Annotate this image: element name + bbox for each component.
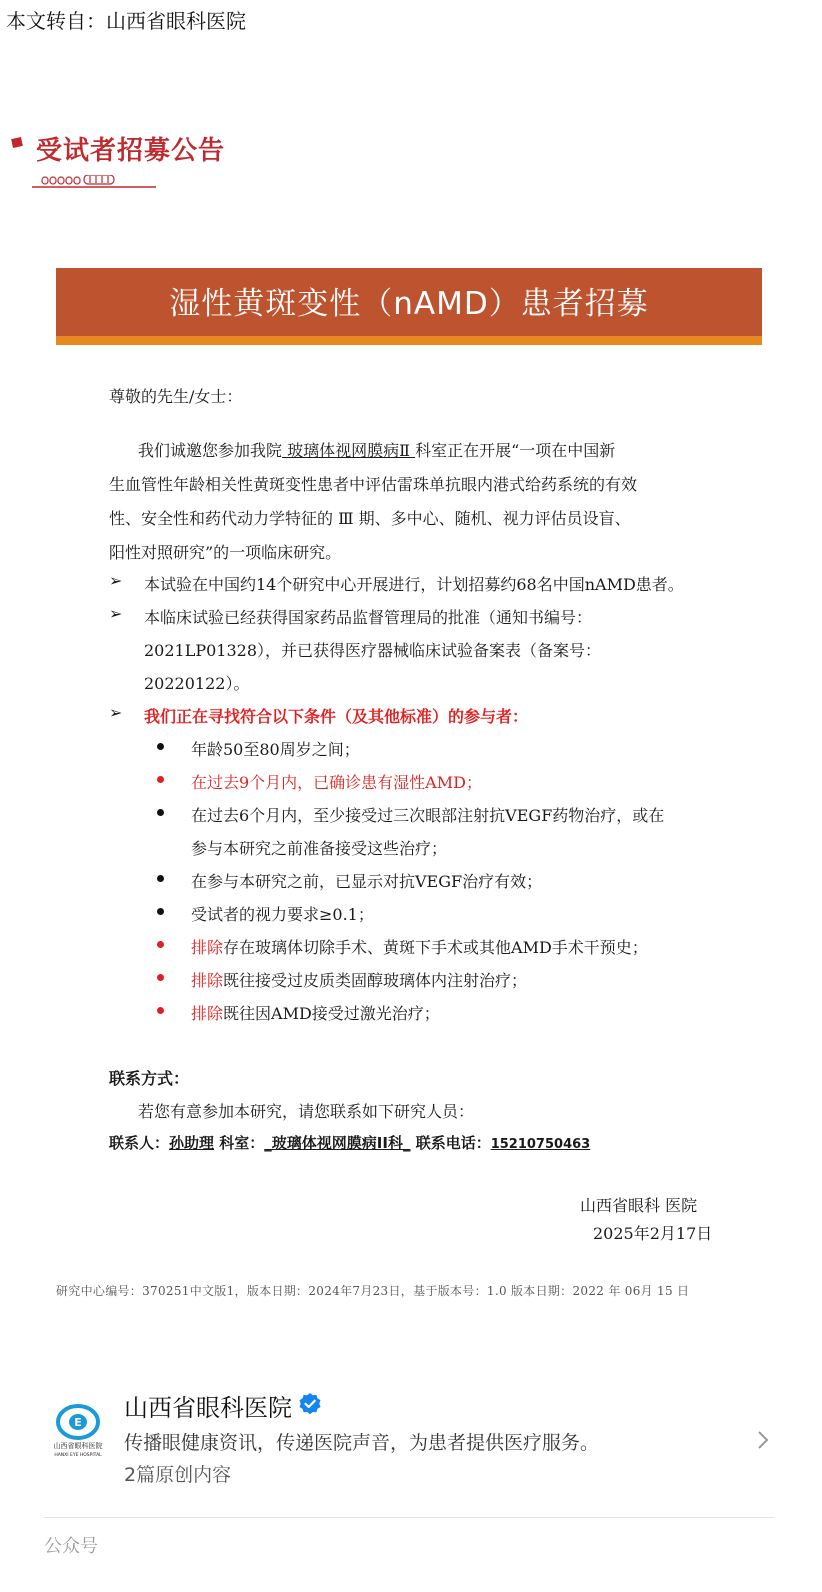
intro-line-3: 性、安全性和药代动力学特征的 Ⅲ 期、多中心、随机、视力评估员设盲、: [109, 509, 631, 528]
exclusion-text: 既往因AMD接受过激光治疗；: [223, 1004, 440, 1023]
exclude-label: 排除: [191, 971, 224, 990]
intro-line-1: [138, 438, 615, 461]
contact-phone[interactable]: 15210750463: [490, 1137, 591, 1152]
account-card[interactable]: [44, 1380, 774, 1540]
contact-heading: 联系方式：: [109, 1069, 190, 1088]
arrow-bullet-icon: ➢: [109, 703, 123, 722]
signature-org: 山西省眼科 医院: [580, 1196, 698, 1215]
section-bullet-icon: [11, 137, 23, 148]
svg-text:山西省眼科医院: 山西省眼科医院: [53, 1442, 103, 1450]
contact-info: [109, 1132, 590, 1153]
exclusion-text: 既往接受过皮质类固醇玻璃体内注射治疗；: [223, 971, 528, 990]
intro-text: 科室正在开展“一项在中国新: [415, 441, 616, 460]
contact-room: _玻璃体视网膜病II科_: [264, 1134, 411, 1152]
version-footnote: 研究中心编号：370251中文版1，版本日期：2024年7月23日，基于版本号：1.0 版本日期：2022 年 06月 15 日: [56, 1284, 690, 1298]
contact-intro: 若您有意参加本研究，请您联系如下研究人员：: [138, 1102, 475, 1121]
exclusion-surgery: [191, 935, 648, 958]
criterion-prior-injection-line-2: 参与本研究之前准备接受这些治疗；: [191, 839, 448, 858]
banner-title: 湿性黄斑变性（nAMD）患者招募: [169, 286, 649, 322]
contact-phone-label: 联系电话：: [415, 1134, 491, 1152]
contact-room-label: 科室：: [219, 1134, 265, 1152]
account-name: 山西省眼科医院: [124, 1394, 292, 1422]
exclude-label: 排除: [191, 938, 224, 957]
contact-person: 孙助理: [169, 1134, 215, 1152]
point-approval-line-1: 本临床试验已经获得国家药品监督管理局的批准（通知书编号：: [144, 608, 593, 627]
intro-line-4: 阳性对照研究”的一项临床研究。: [109, 543, 342, 562]
exclusion-laser: [191, 1001, 440, 1024]
official-account-label: 公众号: [44, 1536, 98, 1557]
point-approval-line-3: 20220122）。: [144, 674, 250, 693]
intro-text: 我们诚邀您参加我院: [138, 441, 283, 460]
section-title: 受试者招募公告: [36, 136, 226, 166]
signature-date: 2025年2月17日: [593, 1224, 713, 1243]
decorative-scroll-icon: [32, 175, 158, 189]
bullet-dot-icon: [157, 908, 164, 915]
bullet-dot-icon: [157, 875, 164, 882]
criterion-age: 年龄50至80周岁之间；: [191, 740, 360, 759]
intro-line-2: 生血管性年龄相关性黄斑变性患者中评估雷珠单抗眼内港式给药系统的有效: [109, 475, 638, 494]
bullet-dot-icon: [157, 743, 164, 750]
department-name: 玻璃体视网膜病Ⅱ: [282, 441, 416, 460]
exclusion-text: 存在玻璃体切除手术、黄斑下手术或其他AMD手术干预史；: [223, 938, 648, 957]
point-approval-line-2: 2021LP01328），并已获得医疗器械临床试验备案表（备案号：: [144, 641, 602, 660]
bullet-dot-icon: [157, 809, 164, 816]
source-attribution: 本文转自：山西省眼科医院: [6, 9, 246, 33]
chevron-right-icon[interactable]: [756, 1428, 770, 1452]
recruitment-banner: [56, 268, 762, 345]
bullet-dot-icon: [157, 941, 164, 948]
bullet-dot-icon: [157, 1007, 164, 1014]
criterion-vision: 受试者的视力要求≥0.1；: [191, 905, 374, 924]
exclusion-steroid: [191, 968, 527, 991]
criterion-prior-injection-line-1: 在过去6个月内，至少接受过三次眼部注射抗VEGF药物治疗，或在: [191, 806, 665, 825]
criterion-response: 在参与本研究之前，已显示对抗VEGF治疗有效；: [191, 872, 543, 891]
bullet-dot-icon: [157, 776, 164, 783]
contact-person-label: 联系人：: [109, 1134, 170, 1152]
criterion-diagnosis: 在过去9个月内，已确诊患有湿性AMD；: [191, 773, 482, 792]
point-seeking-participants: 我们正在寻找符合以下条件（及其他标准）的参与者：: [144, 707, 529, 726]
arrow-bullet-icon: ➢: [109, 571, 123, 590]
hospital-logo-icon: [50, 1402, 106, 1460]
bullet-dot-icon: [157, 974, 164, 981]
section-header: [10, 130, 250, 190]
card-divider: [44, 1517, 774, 1518]
point-trial-sites: 本试验在中国约14个研究中心开展进行，计划招募约68名中国nAMD患者。: [144, 575, 684, 594]
verified-badge-icon: [298, 1392, 322, 1416]
svg-text:E: E: [74, 1416, 82, 1429]
exclude-label: 排除: [191, 1004, 224, 1023]
svg-text:HANXI EYE HOSPITAL: HANXI EYE HOSPITAL: [54, 1453, 102, 1458]
original-content-count: 2篇原创内容: [124, 1464, 232, 1486]
greeting: 尊敬的先生/女士：: [109, 387, 243, 406]
arrow-bullet-icon: ➢: [109, 604, 123, 623]
account-description: 传播眼健康资讯，传递医院声音，为患者提供医疗服务。: [124, 1432, 600, 1454]
